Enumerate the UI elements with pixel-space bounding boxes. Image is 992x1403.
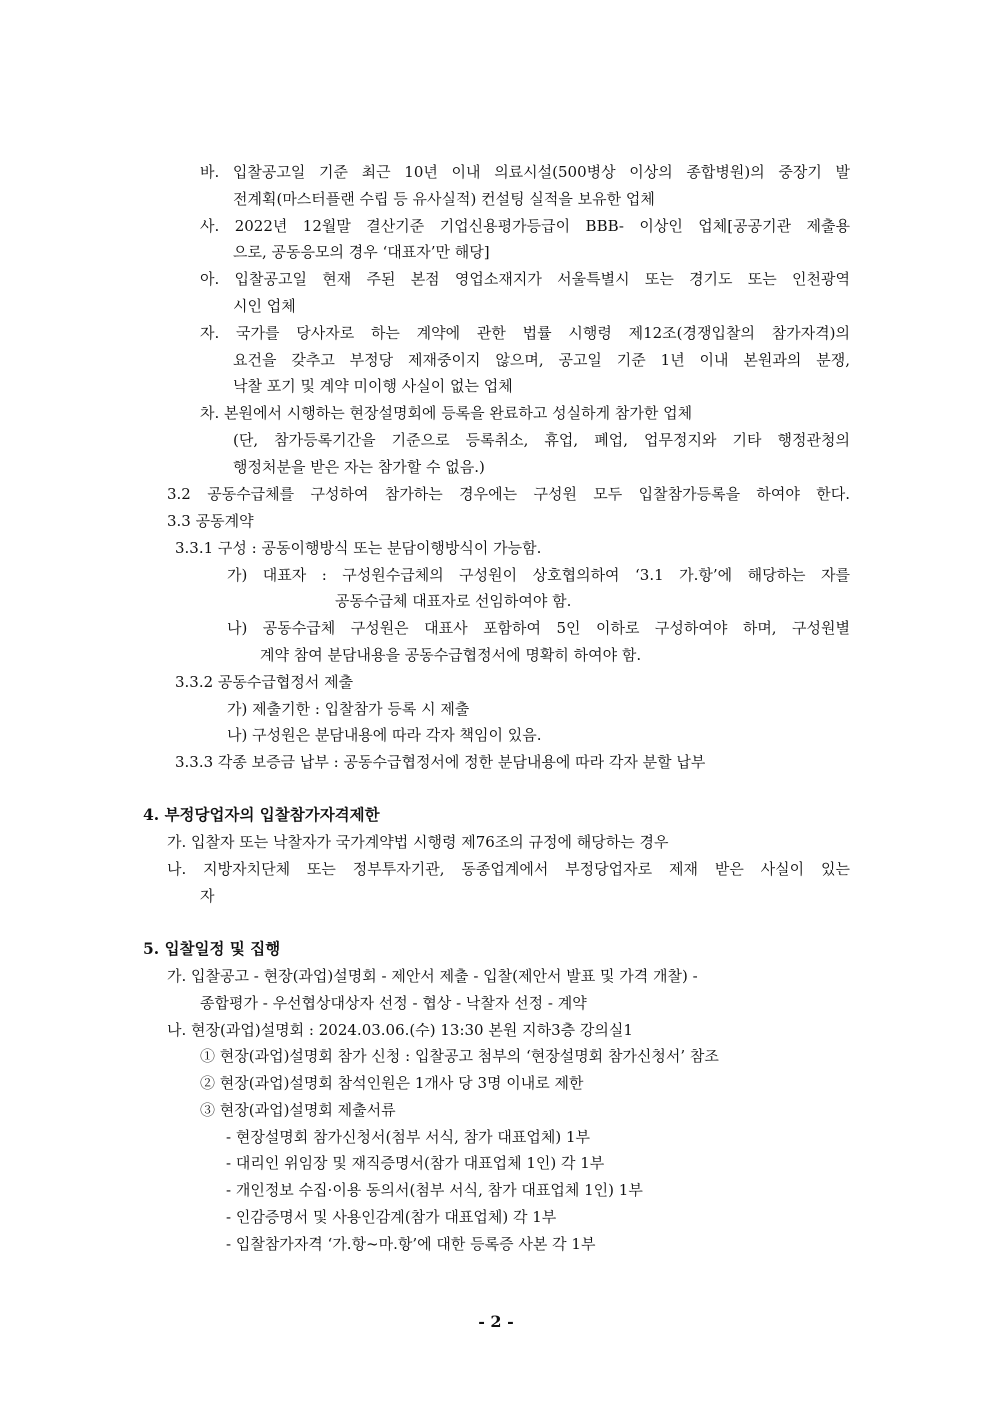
section-4-ga: 가. 입찰자 또는 낙찰자가 국가계약법 시행령 제76조의 규정에 해당하는 경우 (167, 833, 669, 851)
section-4-title: 4. 부정당업자의 입찰참가자격제한 (143, 805, 380, 824)
section-5-title: 5. 입찰일정 및 집행 (143, 939, 281, 958)
section-5-circle-3: ③ 현장(과업)설명회 제출서류 (200, 1101, 396, 1119)
section-5-na: 나. 현장(과업)설명회 : 2024.03.06.(수) 13:30 본원 지하3층 강의실1 (167, 1021, 633, 1039)
item-ba-line1: 바. 입찰공고일 기준 최근 10년 이내 의료시설(500병상 이상의 종합병원)의 중장기 발 (200, 163, 850, 181)
item-ja-line2: 요건을 갖추고 부정당 제재중이지 않으며, 공고일 기준 1년 이내 본원과의 분쟁, (233, 351, 850, 369)
section-5-circle-2: ② 현장(과업)설명회 참석인원은 1개사 당 3명 이내로 제한 (200, 1074, 584, 1092)
section-5-circle-1: ① 현장(과업)설명회 참가 신청 : 입찰공고 첨부의 ‘현장설명회 참가신청서’ 참조 (200, 1047, 719, 1065)
item-cha-line1: 차. 본원에서 시행하는 현장설명회에 등록을 완료하고 성실하게 참가한 업체 (200, 404, 693, 422)
section-4-na-line1: 나. 지방자치단체 또는 정부투자기관, 동종업계에서 부정당업자로 제재 받은 사실이 있는 (167, 860, 850, 878)
section-3-3-2-ga: 가) 제출기한 : 입찰참가 등록 시 제출 (227, 700, 470, 718)
page-number: - 2 - (478, 1312, 514, 1331)
section-3-3-1-na-line2: 계약 참여 분담내용을 공동수급협정서에 명확히 하여야 함. (260, 646, 642, 664)
item-ba-line2: 전계획(마스터플랜 수립 등 유사실적) 컨설팅 실적을 보유한 업체 (233, 190, 655, 208)
section-3-3-1-na-line1: 나) 공동수급체 구성원은 대표사 포함하여 5인 이하로 구성하여야 하며, 구성원별 (227, 619, 850, 637)
item-a-line1: 아. 입찰공고일 현재 주된 본점 영업소재지가 서울특별시 또는 경기도 또는 인천광역 (200, 270, 850, 288)
section-5-ga-line1: 가. 입찰공고 - 현장(과업)설명회 - 제안서 제출 - 입찰(제안서 발표 및 가격 개찰) - (167, 967, 698, 985)
doc-list-item: - 대리인 위임장 및 재직증명서(참가 대표업체 1인) 각 1부 (226, 1154, 605, 1172)
item-sa-line2: 으로, 공동응모의 경우 ‘대표자’만 해당] (233, 243, 490, 261)
item-a-line2: 시인 업체 (233, 297, 296, 315)
section-3-3-2: 3.3.2 공동수급협정서 제출 (175, 673, 354, 691)
item-ja-line3: 낙찰 포기 및 계약 미이행 사실이 없는 업체 (233, 377, 513, 395)
item-sa-line1: 사. 2022년 12월말 결산기준 기업신용평가등급이 BBB- 이상인 업체[공공기관 제출용 (200, 217, 850, 235)
section-4-na-line2: 자 (200, 887, 215, 905)
section-3-3-1-ga-line1: 가) 대표자 : 구성원수급체의 구성원이 상호협의하여 ‘3.1 가.항’에 해당하는 자를 (227, 566, 850, 584)
doc-list-item: - 개인정보 수집·이용 동의서(첨부 서식, 참가 대표업체 1인) 1부 (226, 1181, 643, 1199)
section-3-3-1: 3.3.1 구성 : 공동이행방식 또는 분담이행방식이 가능함. (175, 539, 542, 557)
section-3-3-2-na: 나) 구성원은 분담내용에 따라 각자 책임이 있음. (227, 726, 542, 744)
section-5-ga-line2: 종합평가 - 우선협상대상자 선정 - 협상 - 낙찰자 선정 - 계약 (200, 994, 587, 1012)
section-3-3-1-ga-line2: 공동수급체 대표자로 선임하여야 함. (335, 592, 572, 610)
section-3-3-title: 3.3 공동계약 (167, 512, 254, 530)
section-3-2: 3.2 공동수급체를 구성하여 참가하는 경우에는 구성원 모두 입찰참가등록을 하여야 한다. (167, 485, 850, 503)
item-cha-line2: (단, 참가등록기간을 기준으로 등록취소, 휴업, 폐업, 업무정지와 기타 행정관청의 (233, 431, 850, 449)
doc-list-item: - 입찰참가자격 ‘가.항~마.항’에 대한 등록증 사본 각 1부 (226, 1235, 596, 1253)
item-cha-line3: 행정처분을 받은 자는 참가할 수 없음.) (233, 458, 485, 476)
doc-list-item: - 인감증명서 및 사용인감계(참가 대표업체) 각 1부 (226, 1208, 557, 1226)
item-ja-line1: 자. 국가를 당사자로 하는 계약에 관한 법률 시행령 제12조(경쟁입찰의 참가자격)의 (200, 324, 850, 342)
section-3-3-3: 3.3.3 각종 보증금 납부 : 공동수급협정서에 정한 분담내용에 따라 각자 분할 납부 (175, 753, 706, 771)
doc-list-item: - 현장설명회 참가신청서(첨부 서식, 참가 대표업체) 1부 (226, 1128, 590, 1146)
